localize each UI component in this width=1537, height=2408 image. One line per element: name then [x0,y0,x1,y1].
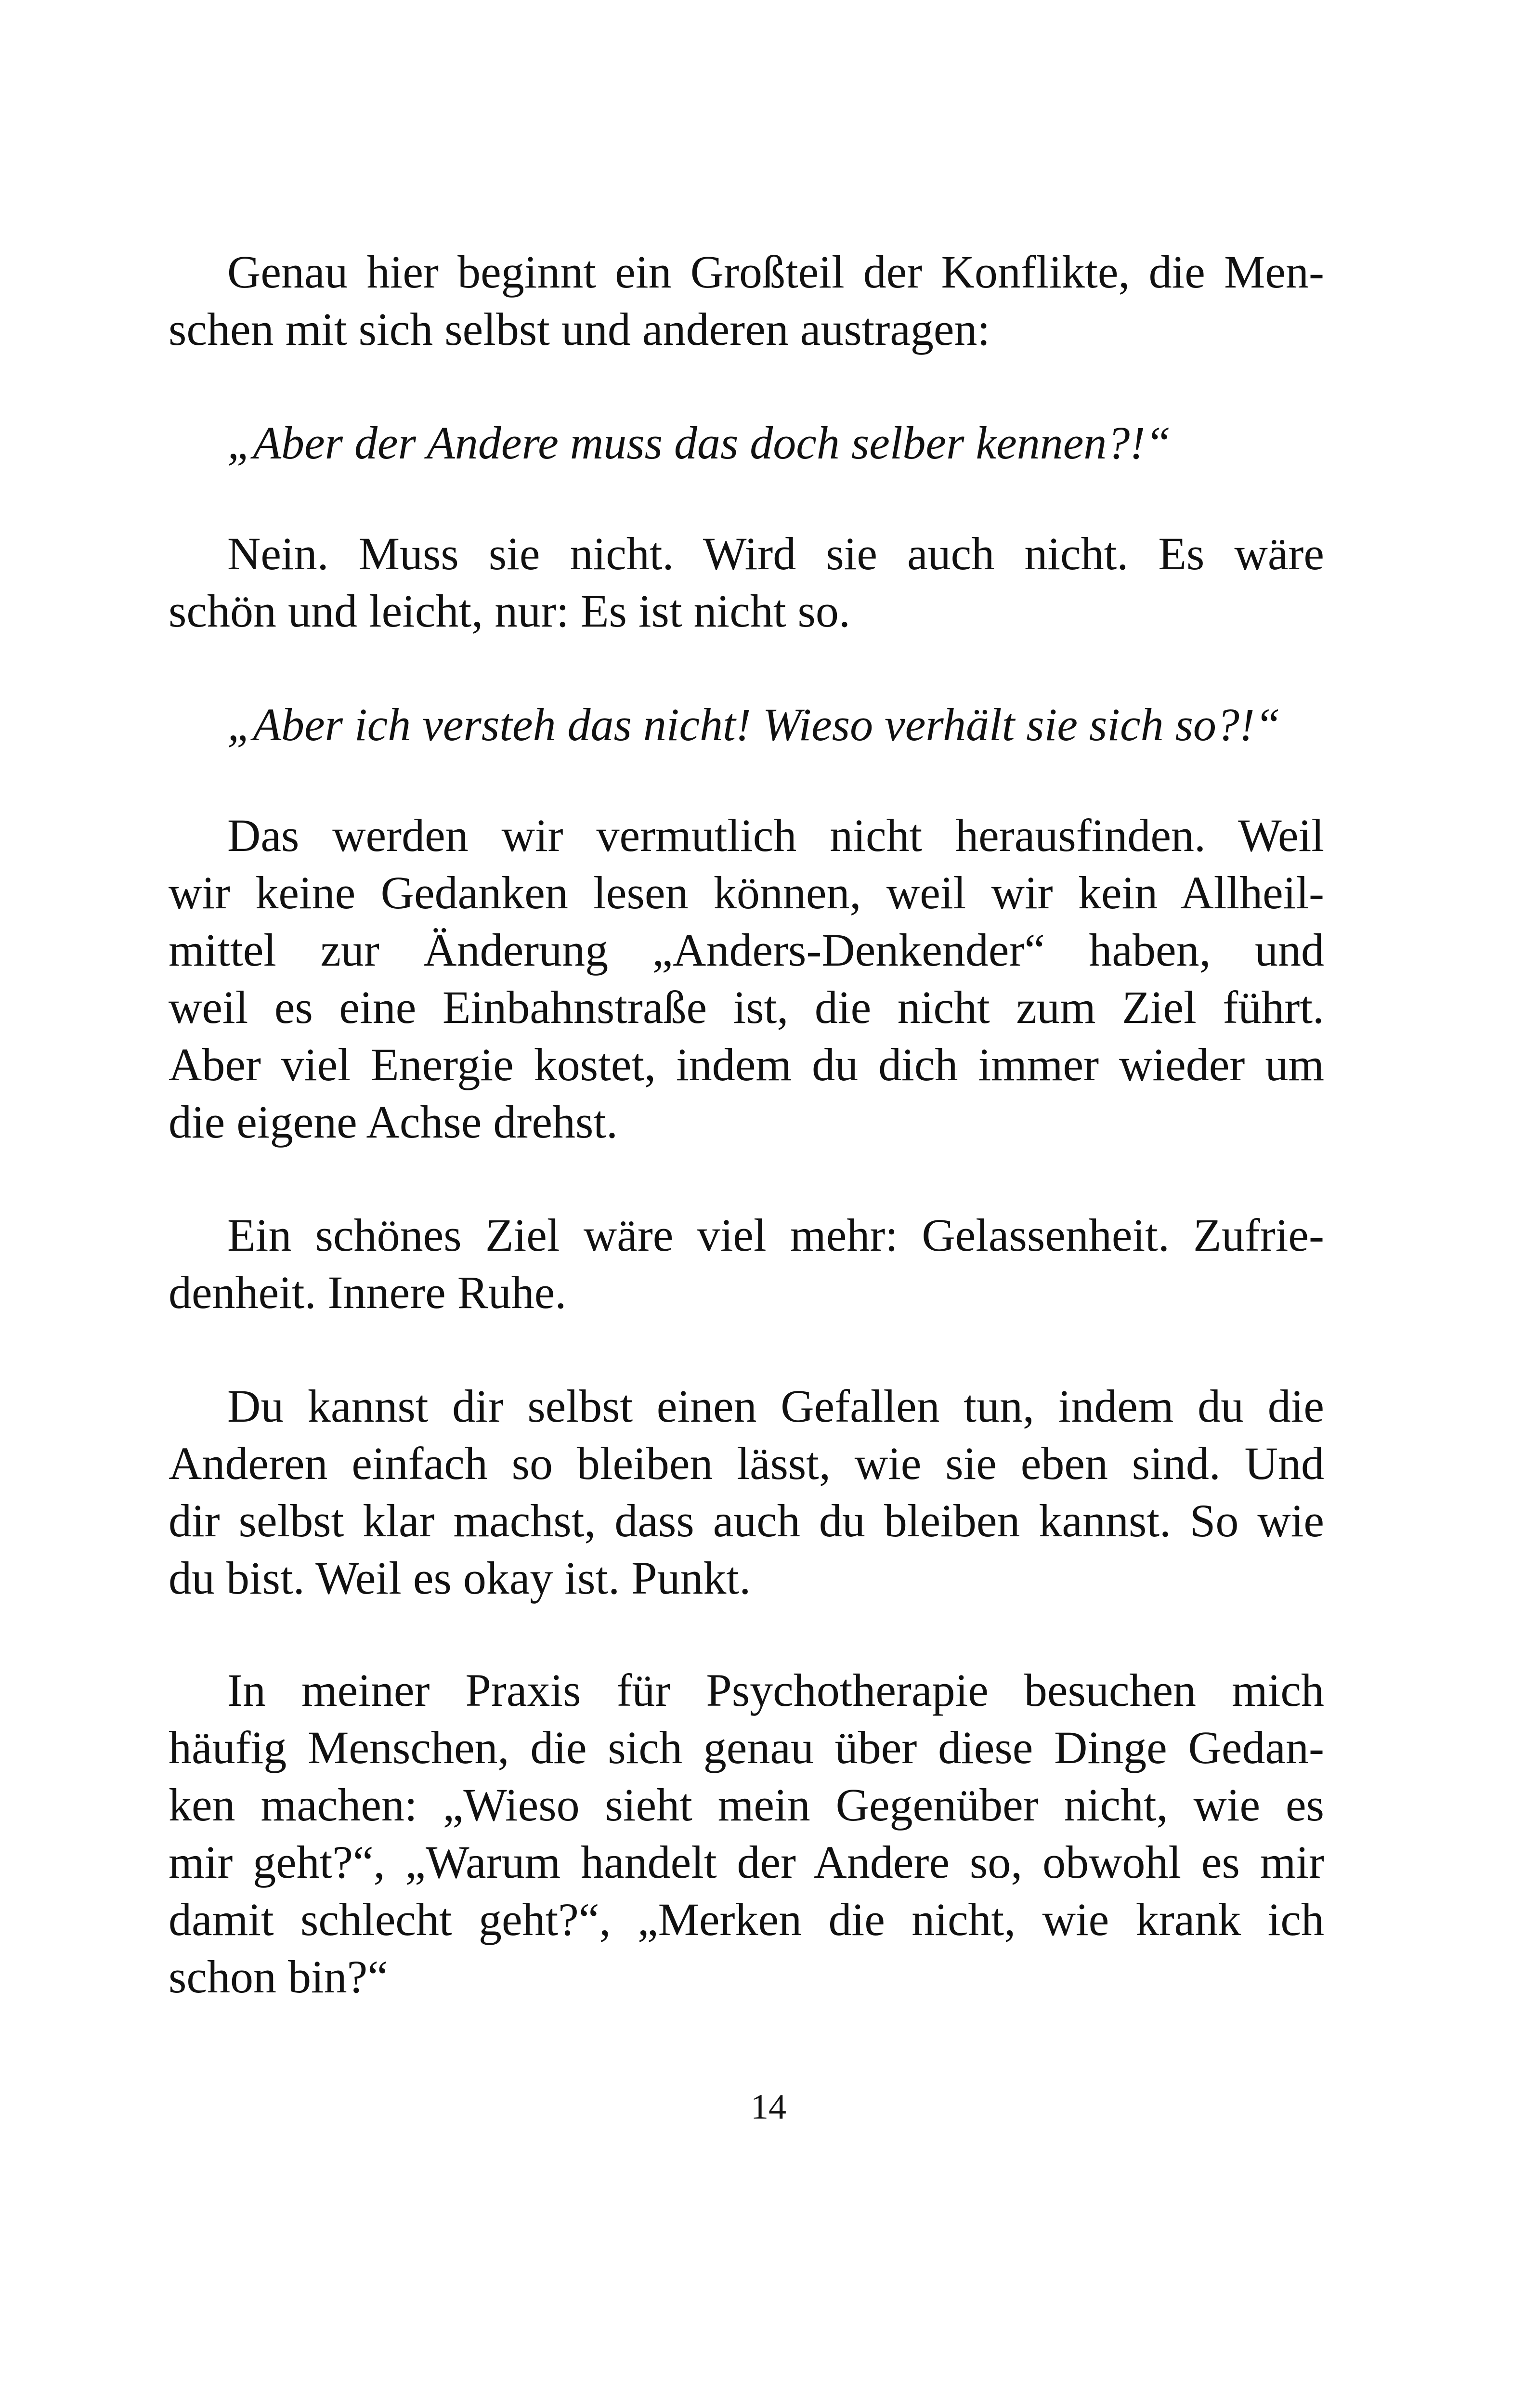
paragraph-line: Anderen einfach so bleiben lässt, wie sie eben sind. Und [169,1438,1324,1489]
quote-2 [169,696,1324,753]
paragraph-line: Du kannst dir selbst einen Gefallen tun, indem du die [227,1380,1324,1432]
page-number: 14 [751,2087,786,2127]
paragraph-line: du bist. Weil es okay ist. Punkt. [169,1552,751,1604]
paragraph-line: In meiner Praxis für Psychotherapie besuchen mich [227,1664,1324,1716]
paragraph-line: Ein schönes Ziel wäre viel mehr: Gelassenheit. Zufrie- [227,1209,1324,1261]
paragraph-line: mir geht?“, „Warum handelt der Andere so, obwohl es mir [169,1836,1324,1888]
paragraph-3 [169,525,1324,640]
paragraph-1 [169,243,1324,358]
paragraph-line: schen mit sich selbst und anderen austragen: [169,303,990,355]
paragraph-8 [169,1662,1324,2005]
paragraph-line: die eigene Achse drehst. [169,1096,618,1148]
paragraph-line: schon bin?“ [169,1951,388,2002]
paragraph-line: denheit. Innere Ruhe. [169,1267,567,1318]
paragraph-line: damit schlecht geht?“, „Merken die nicht, wie krank ich [169,1894,1324,1945]
paragraph-line: Das werden wir vermutlich nicht herausfinden. Weil [227,810,1324,861]
paragraph-line: ken machen: „Wieso sieht mein Gegenüber nicht, wie es [169,1779,1324,1831]
paragraph-line: wir keine Gedanken lesen können, weil wir kein Allheil- [169,867,1324,918]
paragraph-line: schön und leicht, nur: Es ist nicht so. [169,585,850,637]
quote-1 [169,414,1324,471]
quote-line: „Aber der Andere muss das doch selber kennen?!“ [227,417,1171,469]
paragraph-line: Aber viel Energie kostet, indem du dich immer wieder um [169,1039,1324,1090]
paragraph-7 [169,1377,1324,1607]
paragraph-line: häufig Menschen, die sich genau über diese Dinge Gedan- [169,1722,1324,1773]
paragraph-line: Nein. Muss sie nicht. Wird sie auch nicht. Es wäre [227,528,1324,579]
paragraph-line: dir selbst klar machst, dass auch du bleiben kannst. So wie [169,1495,1324,1546]
quote-line: „Aber ich versteh das nicht! Wieso verhält sie sich so?!“ [227,699,1281,750]
paragraph-5 [169,807,1324,1151]
paragraph-6 [169,1206,1324,1321]
paragraph-line: weil es eine Einbahnstraße ist, die nicht zum Ziel führt. [169,982,1324,1033]
paragraph-line: Genau hier beginnt ein Großteil der Konflikte, die Men- [227,246,1324,298]
paragraph-line: mittel zur Änderung „Anders-Denkender“ haben, und [169,924,1324,976]
